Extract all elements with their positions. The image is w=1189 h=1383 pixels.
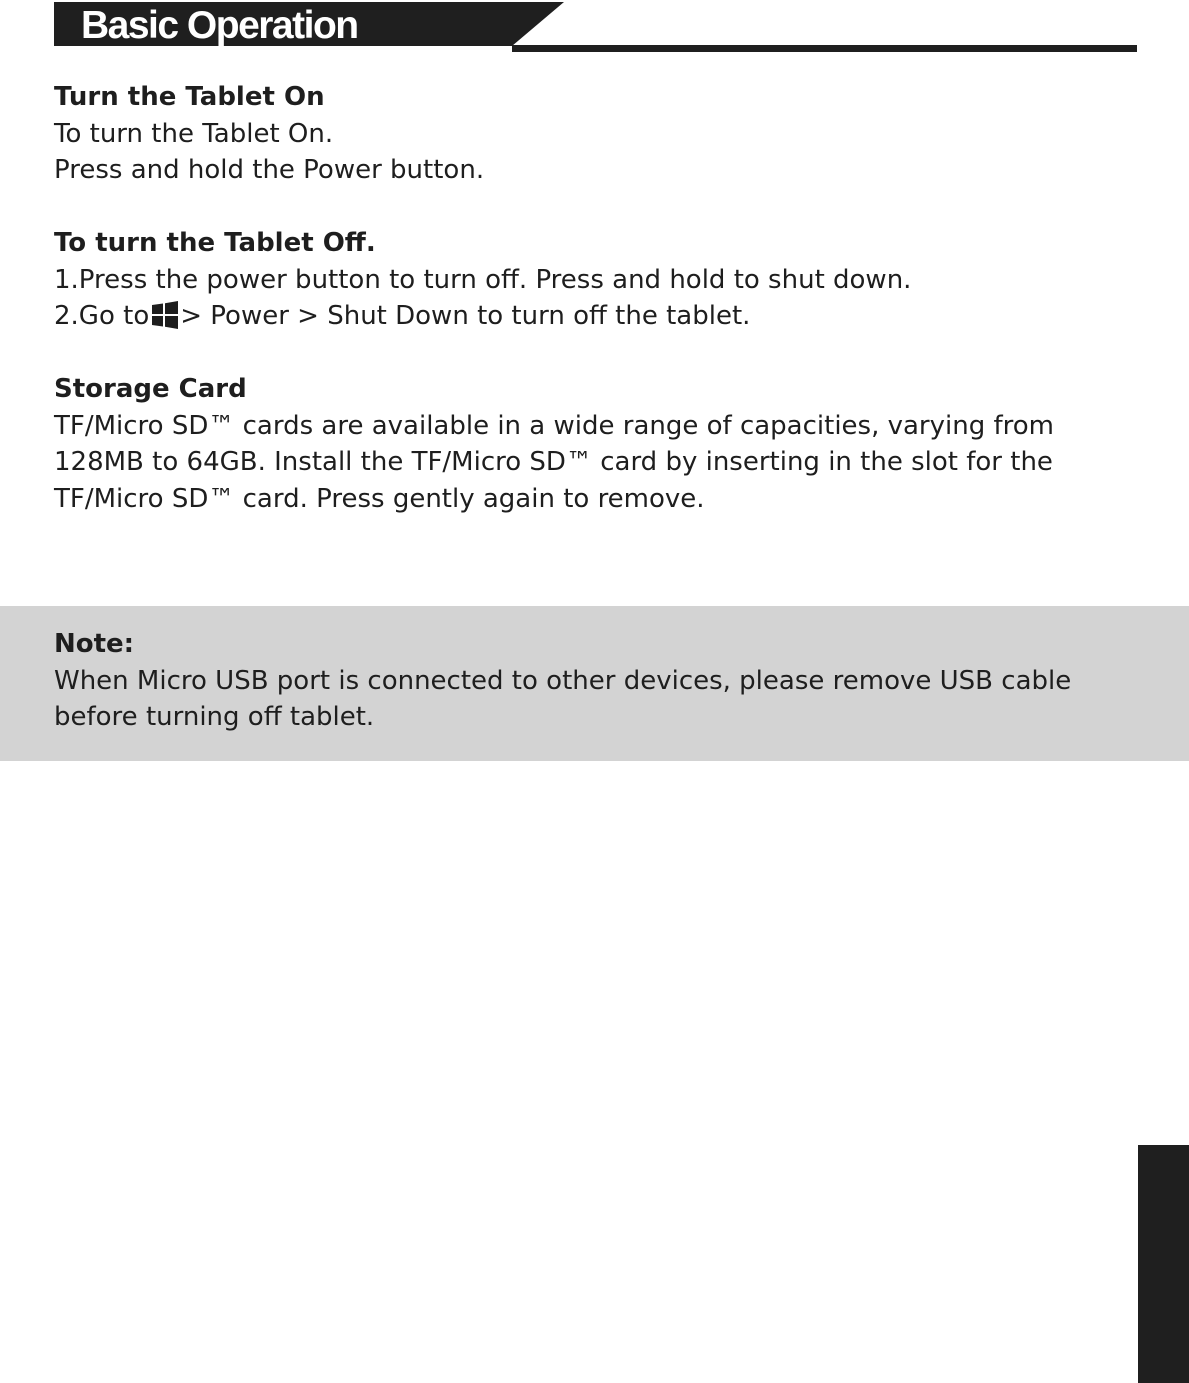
note-heading: Note: xyxy=(54,629,135,659)
step-prefix: 2.Go to xyxy=(54,301,150,331)
page-title: Basic Operation xyxy=(81,4,358,47)
paragraph-line: 1.Press the power button to turn off. Press and hold to shut down. xyxy=(54,264,912,295)
windows-logo-icon xyxy=(152,301,178,329)
section-turn-on xyxy=(54,79,1154,189)
section-storage-card xyxy=(54,371,1154,517)
paragraph-line: TF/Micro SD™ card. Press gently again to remove. xyxy=(54,483,705,514)
side-tab-marker xyxy=(1138,1145,1189,1383)
main-content xyxy=(54,79,1154,554)
section-heading-storage: Storage Card xyxy=(54,374,247,404)
note-line: When Micro USB port is connected to other devices, please remove USB cable xyxy=(54,665,1072,696)
step-suffix: > Power > Shut Down to turn off the tablet. xyxy=(180,301,751,331)
page-header xyxy=(54,0,1137,52)
paragraph-line: To turn the Tablet On. xyxy=(54,118,334,149)
paragraph-line-with-icon xyxy=(54,298,1154,335)
section-heading-turn-off: To turn the Tablet Off. xyxy=(54,228,376,258)
section-heading-turn-on: Turn the Tablet On xyxy=(54,82,325,112)
paragraph-line: Press and hold the Power button. xyxy=(54,155,485,185)
section-turn-off xyxy=(54,225,1154,335)
note-box xyxy=(0,606,1189,761)
paragraph-line: TF/Micro SD™ cards are available in a wide range of capacities, varying from xyxy=(54,410,1054,441)
note-line: before turning off tablet. xyxy=(54,702,375,732)
paragraph-line: 128MB to 64GB. Install the TF/Micro SD™ card by inserting in the slot for the xyxy=(54,447,1053,477)
note-content xyxy=(54,626,1071,736)
